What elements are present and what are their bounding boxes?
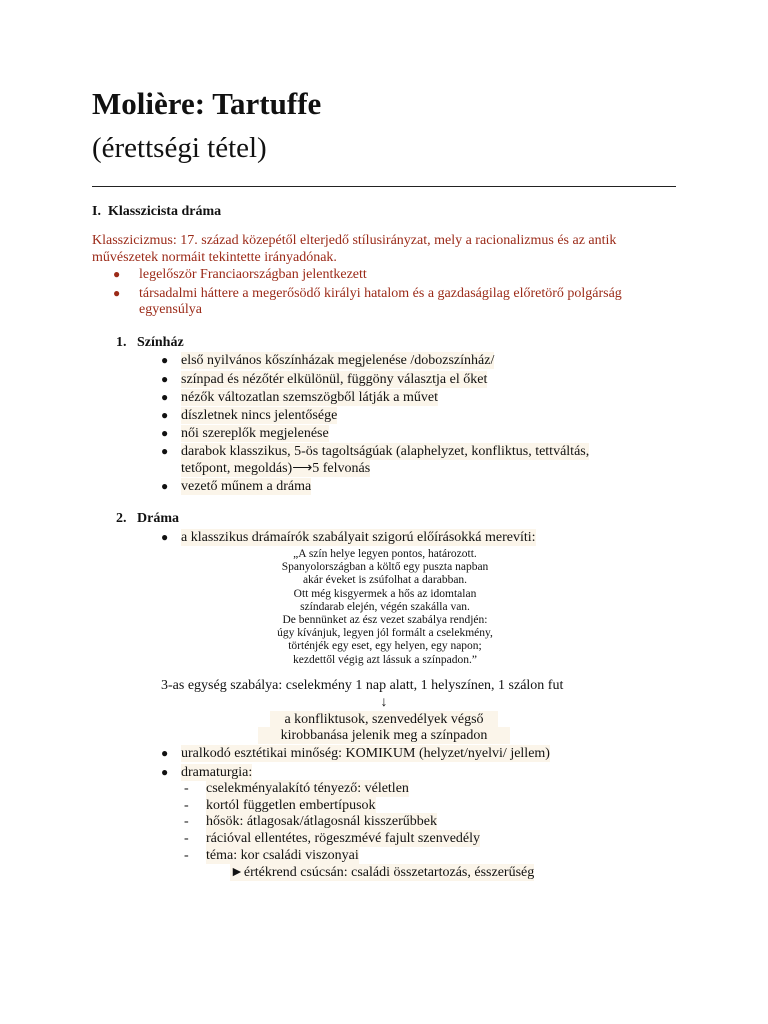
dramaturgia-item-3: hősök: átlagosak/átlagosnál kisszerűbbek [206,814,437,829]
value-order-line: ►értékrend csúcsán: családi összetartozás, ésszerűség [230,865,535,880]
szinhaz-item-6: darabok klasszikus, 5-ös tagoltságúak (alaphelyzet, konfliktus, tettváltás, [181,444,590,459]
szinhaz-item-3: nézők változatlan szemszögből látják a művet [181,390,438,405]
intro-bullet-2-line-2: egyensúlya [139,302,202,317]
section-heading-1 [92,202,221,222]
drama-bullet-1: a klasszikus drámaírók szabályait szigorú előírásokká merevíti: [181,530,536,545]
unity-rule-line: 3-as egység szabálya: cselekmény 1 nap alatt, 1 helyszínen, 1 szálon fut [161,678,564,693]
bullet-icon: ● [161,530,169,544]
bullet-icon: ● [161,426,169,440]
dramaturgia-item-1: cselekményalakító tényező: véletlen [206,781,409,796]
quote-line: akár éveket is zsúfolhat a darabban. [302,574,468,587]
result-line-1: a konfliktusok, szenvedélyek végső [270,711,498,728]
quote-line: Ott még kisgyermek a hős az idomtalan [293,587,477,600]
page-title: Molière: Tartuffe [92,86,322,121]
dash-marker: - [184,781,189,796]
intro-bullet-2-line-1: társadalmi háttere a megerősödő királyi hatalom és a gazdaságilag előretörő polgárság [139,286,622,301]
drama-bullet-2: uralkodó esztétikai minőség: KOMIKUM (helyzet/nyelvi/ jellem) [181,746,550,761]
quote-line: kezdettől végig azt lássuk a színpadon.” [293,653,477,666]
subsection-number: 2. [116,511,127,526]
section-number: I. [92,204,101,219]
bullet-icon: ● [113,286,121,300]
bullet-icon: ● [161,372,169,386]
quote-line: történjék egy eset, egy helyen, egy napon; [288,640,482,653]
intro-bullet-1: legelőször Franciaországban jelentkezett [139,267,367,282]
intro-line-1: Klasszicizmus: 17. század közepétől elterjedő stílusirányzat, mely a racionalizmus és az antik [92,233,617,248]
bullet-icon: ● [161,408,169,422]
subsection-heading-drama [116,510,179,528]
bullet-icon: ● [161,390,169,404]
dramaturgia-item-4: rációval ellentétes, rögeszmévé fajult szenvedély [206,831,481,846]
dash-marker: - [184,798,189,813]
szinhaz-item-1: első nyilvános kőszínházak megjelenése /dobozszínház/ [181,353,495,368]
dramaturgia-item-2: kortól független embertípusok [206,798,376,813]
dash-marker: - [184,814,189,829]
subsection-heading-text: Dráma [137,511,179,526]
quote-line: „A szín helye legyen pontos, határozott. [293,548,477,560]
bullet-icon: ● [161,479,169,493]
quote-block [230,548,540,667]
szinhaz-item-6-line-2: tetőpont, megoldás)⟶5 felvonás [181,461,371,476]
quote-line: De bennünket az ész vezet szabálya rendjén: [282,614,488,627]
subsection-heading-text: Színház [137,335,184,350]
szinhaz-item-2: színpad és nézőtér elkülönül, függöny választja el őket [181,372,488,387]
dash-marker: - [184,831,189,846]
drama-bullet-3: dramaturgia: [181,765,253,780]
down-arrow-icon: ↓ [380,695,388,710]
subsection-heading-szinhaz [116,334,184,352]
bullet-icon: ● [161,444,169,458]
quote-line: színdarab elején, végén szakálla van. [300,600,470,613]
bullet-icon: ● [161,765,169,779]
szinhaz-item-4: díszletnek nincs jelentősége [181,408,338,423]
szinhaz-item-5: női szereplők megjelenése [181,426,329,441]
title-divider [92,186,676,187]
intro-line-2: művészetek normáit tekintette irányadónak. [92,250,337,265]
quote-line: úgy kívánjuk, legyen jól formált a cselekmény, [277,627,493,640]
quote-line: Spanyolországban a költő egy puszta napban [281,561,489,574]
bullet-icon: ● [161,353,169,367]
dash-marker: - [184,848,189,863]
dramaturgia-item-5: téma: kor családi viszonyai [206,848,359,863]
result-line-2: kirobbanása jelenik meg a színpadon [258,727,510,744]
bullet-icon: ● [113,267,121,281]
bullet-icon: ● [161,746,169,760]
subsection-number: 1. [116,335,127,350]
szinhaz-item-7: vezető műnem a dráma [181,479,312,494]
section-heading-text: Klasszicista dráma [107,204,222,219]
page-subtitle: (érettségi tétel) [92,132,267,164]
